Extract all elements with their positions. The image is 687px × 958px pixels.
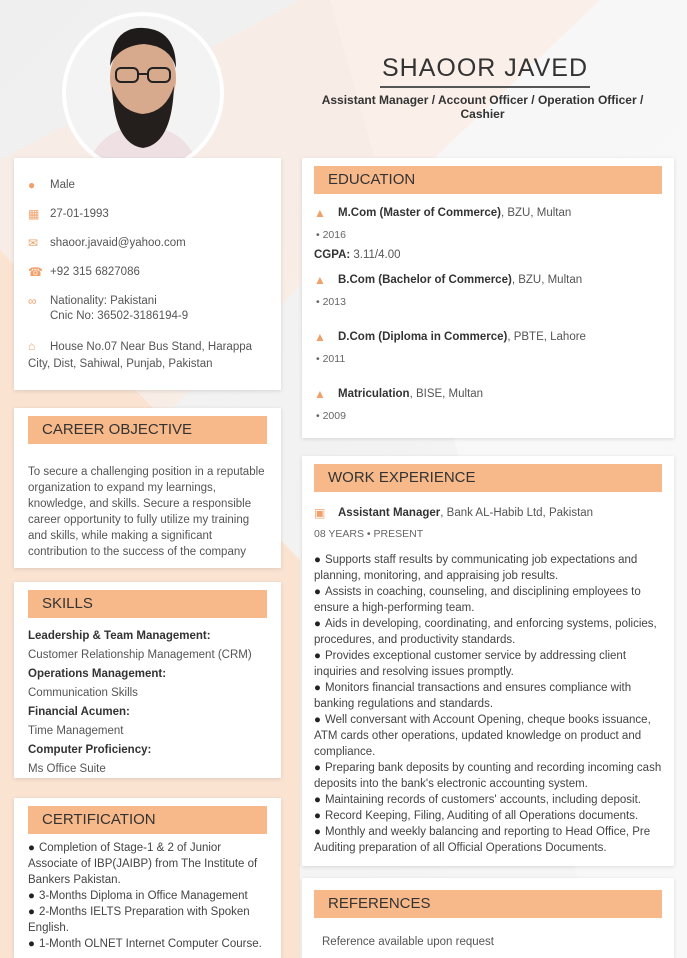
- job-title: Assistant Manager: [338, 507, 441, 519]
- duty-item: ● Record Keeping, Filing, Auditing of all Operations documents.: [314, 808, 662, 824]
- home-icon: ⌂: [28, 339, 36, 353]
- calendar-icon: ▦: [28, 207, 40, 221]
- graduation-cap-icon: ▲: [314, 330, 326, 344]
- degree-institute: , BISE, Multan: [409, 388, 484, 400]
- gender-row: [28, 178, 267, 193]
- degree-year: 2011: [322, 353, 346, 365]
- career-objective-text: To secure a challenging position in a reputable organization to expand my learnings, knowledge, and skills. Secure a responsible career opportunity to fully utilize my training and skills, while making a significant contribution to the success of the company: [28, 466, 265, 558]
- duty-item: ● Preparing bank deposits by counting and recording incoming cash deposits into the bank's electronic accounting system.: [314, 760, 662, 792]
- duty-item: ● Monitors financial transactions and ensures compliance with banking regulations and standards.: [314, 680, 662, 712]
- skill-value: Customer Relationship Management (CRM): [28, 649, 252, 661]
- email-text[interactable]: shaoor.javaid@yahoo.com: [50, 237, 186, 249]
- certification-item: ● 2-Months IELTS Preparation with Spoken English.: [28, 904, 267, 936]
- duty-item: ● Supports staff results by communicating job expectations and planning, monitoring, and appraising job results.: [314, 552, 662, 584]
- degree-institute: , BZU, Multan: [511, 274, 583, 286]
- references-heading: REFERENCES: [314, 890, 662, 918]
- certification-item: ● 1-Month OLNET Internet Computer Course.: [28, 936, 267, 952]
- work-experience-card: WORK EXPERIENCE ▣ Assistant Manager , Bank AL-Habib Ltd, Pakistan 08 YEARS • PRESENT ● Supports staff results by communicating job expectations and planning, monitoring, and appraising job results. ● Assists in coaching, counseling, and disciplining employees to ensure a high-performing team. ● Aids in developing, coordinating, and enforcing systems, policies, procedures, and productivity standards. ● Provides exceptional customer service by addressing client inquiries and resolving issues promptly. ● Monitors financial transactions and ensures compliance with banking regulations and standards. ● Well conversant with Account Opening, cheque books issuance, ATM cards other operations, updated knowledge on product and compliance. ● Preparing bank deposits by counting and recording incoming cash deposits into the bank's electronic accounting system. ● Maintaining records of customers' accounts, including deposit. ● Record Keeping, Filing, Auditing of all Operations documents. ● Monthly and weekly balancing and reporting to Head Office, Pre Auditing preparation of all Official Operations Documents.: [302, 456, 674, 866]
- cnic-text: Cnic No: 36502-3186194-9: [50, 310, 189, 322]
- certification-item: ● Completion of Stage-1 & 2 of Junior Associate of IBP(JAIBP) from The Institute of Bankers Pakistan.: [28, 840, 267, 888]
- email-icon: ✉: [28, 236, 39, 250]
- duty-item: ● Aids in developing, coordinating, and enforcing systems, policies, procedures, and productivity standards.: [314, 616, 662, 648]
- degree-name: D.Com (Diploma in Commerce): [338, 331, 508, 343]
- career-objective-card: [14, 408, 281, 568]
- certification-item: ● 3-Months Diploma in Office Management: [28, 888, 267, 904]
- degree-institute: , BZU, Multan: [500, 207, 572, 219]
- skills-heading: SKILLS: [28, 590, 267, 618]
- phone-text: +92 315 6827086: [50, 266, 140, 278]
- briefcase-icon: ▣: [314, 506, 326, 520]
- education-item: ▲ B.Com (Bachelor of Commerce) , BZU, Multan • 2013: [314, 273, 583, 308]
- person-icon: ●: [28, 178, 36, 192]
- graduation-cap-icon: ▲: [314, 273, 326, 287]
- duty-item: ● Maintaining records of customers' accounts, including deposit.: [314, 792, 662, 808]
- degree-name: B.Com (Bachelor of Commerce): [338, 274, 512, 286]
- job-present: PRESENT: [373, 528, 424, 540]
- references-text: Reference available upon request: [322, 936, 494, 948]
- email-row: [28, 236, 267, 251]
- career-objective-heading: CAREER OBJECTIVE: [28, 416, 267, 444]
- skill-title: Leadership & Team Management:: [28, 630, 211, 642]
- skill-value: Ms Office Suite: [28, 763, 106, 775]
- graduation-cap-icon: ▲: [314, 206, 326, 220]
- education-item: ▲ D.Com (Diploma in Commerce) , PBTE, Lahore • 2011: [314, 330, 586, 365]
- skill-title: Financial Acumen:: [28, 706, 130, 718]
- address-row: [28, 338, 267, 373]
- education-item: ▲ M.Com (Master of Commerce) , BZU, Multan • 2016 CGPA: 3.11/4.00: [314, 206, 662, 261]
- address-text: House No.07 Near Bus Stand, Harappa City, Dist, Sahiwal, Punjab, Pakistan: [28, 341, 253, 370]
- degree-year: 2009: [322, 410, 346, 422]
- skills-card: [14, 582, 281, 778]
- gender-text: Male: [50, 179, 75, 191]
- degree-year: 2013: [322, 296, 346, 308]
- education-heading: EDUCATION: [314, 166, 662, 194]
- link-icon: ∞: [28, 294, 37, 308]
- skill-title: Operations Management:: [28, 668, 167, 680]
- nationality-text: Nationality: Pakistani: [50, 295, 157, 307]
- degree-year: 2016: [322, 229, 346, 241]
- degree-name: M.Com (Master of Commerce): [338, 207, 501, 219]
- education-card: [302, 158, 674, 438]
- candidate-name: SHAOOR JAVED: [380, 54, 590, 88]
- duty-item: ● Provides exceptional customer service by addressing client inquiries and resolving issues promptly.: [314, 648, 662, 680]
- references-card: [302, 878, 674, 958]
- duty-item: ● Assists in coaching, counseling, and disciplining employees to ensure a high-performing team.: [314, 584, 662, 616]
- phone-icon: ☎: [28, 265, 43, 279]
- job-company: , Bank AL-Habib Ltd, Pakistan: [440, 507, 594, 519]
- candidate-role: Assistant Manager / Account Officer / Operation Officer / Cashier: [321, 93, 644, 121]
- duty-item: ● Monthly and weekly balancing and reporting to Head Office, Pre Auditing preparation of all Official Operations Documents.: [314, 824, 662, 856]
- dob-row: [28, 207, 267, 222]
- profile-photo: [66, 16, 220, 170]
- nationality-row: [28, 294, 267, 324]
- certification-heading: CERTIFICATION: [28, 806, 267, 834]
- contact-card: [14, 158, 281, 390]
- cgpa: CGPA: 3.11/4.00: [314, 249, 401, 261]
- dob-text: 27-01-1993: [50, 208, 109, 220]
- work-experience-heading: WORK EXPERIENCE: [314, 464, 662, 492]
- certification-card: [14, 798, 281, 958]
- degree-name: Matriculation: [338, 388, 410, 400]
- skill-value: Communication Skills: [28, 687, 138, 699]
- education-item: ▲ Matriculation , BISE, Multan • 2009: [314, 387, 484, 422]
- graduation-cap-icon: ▲: [314, 387, 326, 401]
- job-years: 08 YEARS: [314, 528, 365, 540]
- duty-item: ● Well conversant with Account Opening, cheque books issuance, ATM cards other operations, updated knowledge on product and compliance.: [314, 712, 662, 760]
- degree-institute: , PBTE, Lahore: [507, 331, 586, 343]
- skill-value: Time Management: [28, 725, 124, 737]
- phone-row: [28, 265, 267, 280]
- skill-title: Computer Proficiency:: [28, 744, 152, 756]
